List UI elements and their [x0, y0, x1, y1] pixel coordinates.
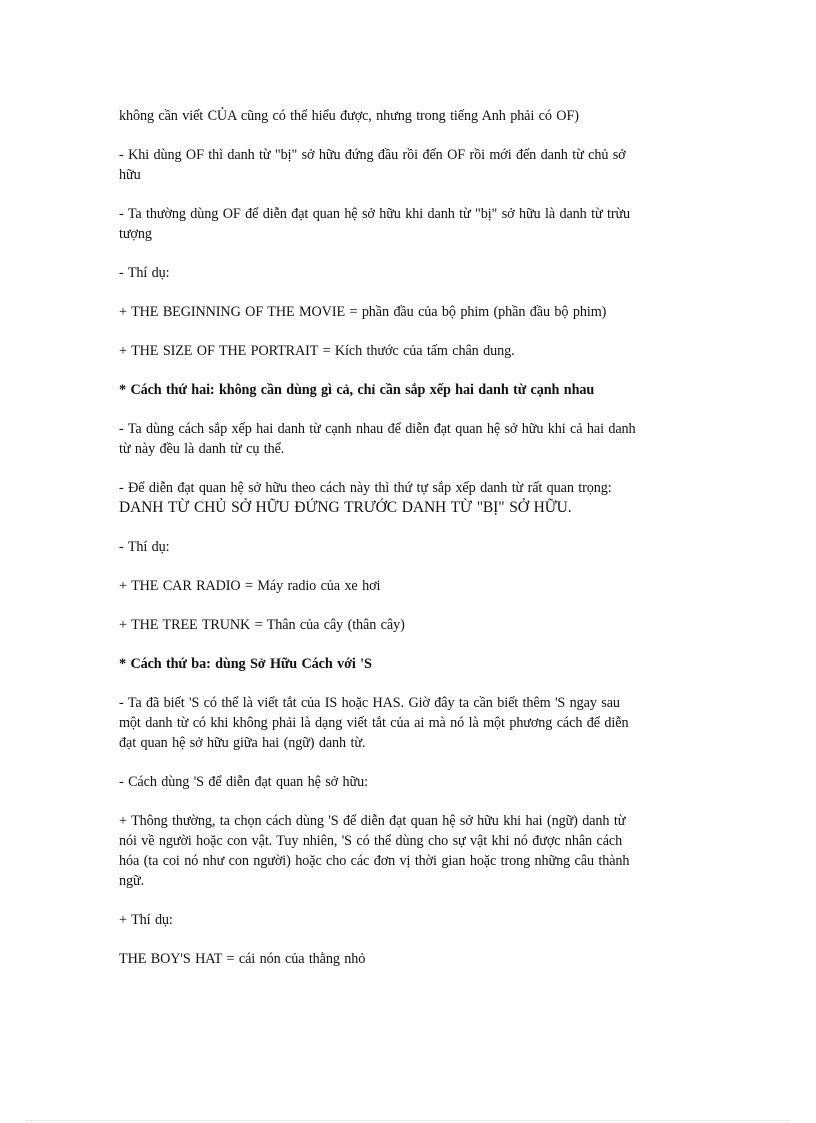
section-heading [119, 380, 694, 400]
paragraph [119, 263, 694, 283]
paragraph [119, 302, 694, 322]
text-line: ngữ. [119, 873, 145, 889]
text-line: THE BOY'S HAT = cái nón của thằng nhỏ [119, 951, 366, 967]
text-line: hóa (ta coi nó như con người) hoặc cho các đơn vị thời gian hoặc trong những câu thành [119, 853, 630, 869]
text-line: + THE CAR RADIO = Máy radio của xe hơi [119, 578, 381, 594]
paragraph [119, 106, 694, 126]
text-line: + Thí dụ: [119, 912, 173, 928]
text-line: không cần viết CỦA cũng có thể hiểu được, nhưng trong tiếng Anh phải có OF) [119, 108, 579, 124]
paragraph [119, 910, 694, 930]
paragraph [119, 419, 694, 459]
section-heading [119, 654, 694, 674]
paragraph [119, 537, 694, 557]
text-line: - Cách dùng 'S để diễn đạt quan hệ sở hữu: [119, 774, 368, 790]
text-line: + Thông thường, ta chọn cách dùng 'S để diễn đạt quan hệ sở hữu khi hai (ngữ) danh từ [119, 813, 626, 829]
paragraph [119, 341, 694, 361]
text-line: DANH TỪ CHỦ SỞ HỮU ĐỨNG TRƯỚC DANH TỪ "BỊ" SỞ HỮU. [119, 499, 572, 516]
page-bottom-rule [26, 1120, 790, 1121]
heading-text: * Cách thứ ba: dùng Sở Hữu Cách với 'S [119, 656, 372, 672]
text-line: + THE TREE TRUNK = Thân của cây (thân cây) [119, 617, 405, 633]
document-body [119, 106, 694, 988]
text-line: hữu [119, 167, 141, 183]
paragraph [119, 811, 694, 891]
paragraph [119, 145, 694, 185]
paragraph [119, 204, 694, 244]
text-line: - Để diễn đạt quan hệ sở hữu theo cách này thì thứ tự sắp xếp danh từ rất quan trọng: [119, 480, 612, 496]
paragraph [119, 576, 694, 596]
text-line: - Ta thường dùng OF để diễn đạt quan hệ sở hữu khi danh từ "bị" sở hữu là danh từ trừu [119, 206, 631, 222]
paragraph [119, 693, 694, 753]
paragraph [119, 949, 694, 969]
paragraph [119, 478, 694, 498]
text-line: - Thí dụ: [119, 265, 170, 281]
text-line: một danh từ có khi không phải là dạng viết tắt của ai mà nó là một phương cách để diễn [119, 715, 629, 731]
text-line: tượng [119, 226, 152, 242]
paragraph [119, 615, 694, 635]
text-line: - Ta dùng cách sắp xếp hai danh từ cạnh nhau để diễn đạt quan hệ sở hữu khi cả hai danh [119, 421, 636, 437]
text-line: - Thí dụ: [119, 539, 170, 555]
paragraph [119, 498, 694, 518]
text-line: từ này đều là danh từ cụ thể. [119, 441, 285, 457]
text-line: nói về người hoặc con vật. Tuy nhiên, 'S có thể dùng cho sự vật khi nó được nhân cách [119, 833, 623, 849]
text-line: đạt quan hệ sở hữu giữa hai (ngữ) danh từ. [119, 735, 366, 751]
text-line: + THE BEGINNING OF THE MOVIE = phần đầu của bộ phim (phần đầu bộ phim) [119, 304, 607, 320]
text-line: + THE SIZE OF THE PORTRAIT = Kích thước của tấm chân dung. [119, 343, 515, 359]
text-line: - Ta đã biết 'S có thể là viết tắt của IS hoặc HAS. Giờ đây ta cần biết thêm 'S ngay sau [119, 695, 620, 711]
paragraph [119, 772, 694, 792]
text-line: - Khi dùng OF thì danh từ "bị" sở hữu đứng đầu rồi đến OF rồi mới đến danh từ chủ sở [119, 147, 626, 163]
heading-text: * Cách thứ hai: không cần dùng gì cả, chỉ cần sắp xếp hai danh từ cạnh nhau [119, 382, 595, 398]
